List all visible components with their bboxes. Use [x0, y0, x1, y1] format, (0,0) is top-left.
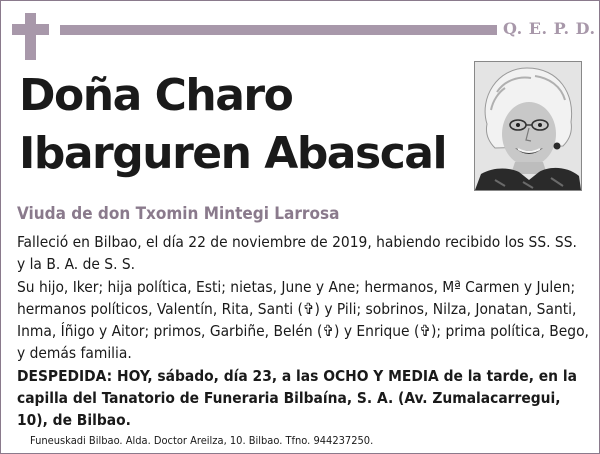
farewell-paragraph	[17, 365, 589, 432]
header-bar	[60, 25, 497, 35]
funeral-home-footer: Funeuskadi Bilbao. Alda. Doctor Areilza, 10. Bilbao. Tfno. 944237250.	[30, 434, 374, 447]
deceased-name	[19, 67, 459, 183]
farewell-text: DESPEDIDA: HOY, sábado, día 23, a las OCHO Y MEDIA de la tarde, en la capilla del Tanatorio de Funeraria Bilbaína, S. A. (Av. Zumalacarregui, 10), de Bilbao.	[17, 366, 577, 430]
obituary-body	[17, 231, 589, 432]
family-paragraph: Su hijo, Iker; hija política, Esti; nietas, June y Ane; hermanos, Mª Carmen y Julen; hermanos políticos, Valentín, Rita, Santi (✞) y Pili; sobrinos, Nilza, Jonatan, Santi, Inma, Íñigo y Aitor; primos, Garbiñe, Belén (✞) y Enrique (✞); prima política, Bego, y demás familia.	[17, 277, 589, 363]
name-line-2: Ibarguren Abascal	[19, 128, 447, 179]
widow-of-subtitle: Viuda de don Txomin Mintegi Larrosa	[17, 204, 340, 224]
name-line-1: Doña Charo	[19, 70, 293, 121]
qepd-label: Q. E. P. D.	[503, 19, 596, 38]
latin-cross-icon	[12, 13, 49, 60]
portrait-photo	[474, 61, 582, 191]
death-notice-paragraph: Falleció en Bilbao, el día 22 de noviembre de 2019, habiendo recibido los SS. SS. y la B. A. de S. S.	[17, 233, 577, 274]
